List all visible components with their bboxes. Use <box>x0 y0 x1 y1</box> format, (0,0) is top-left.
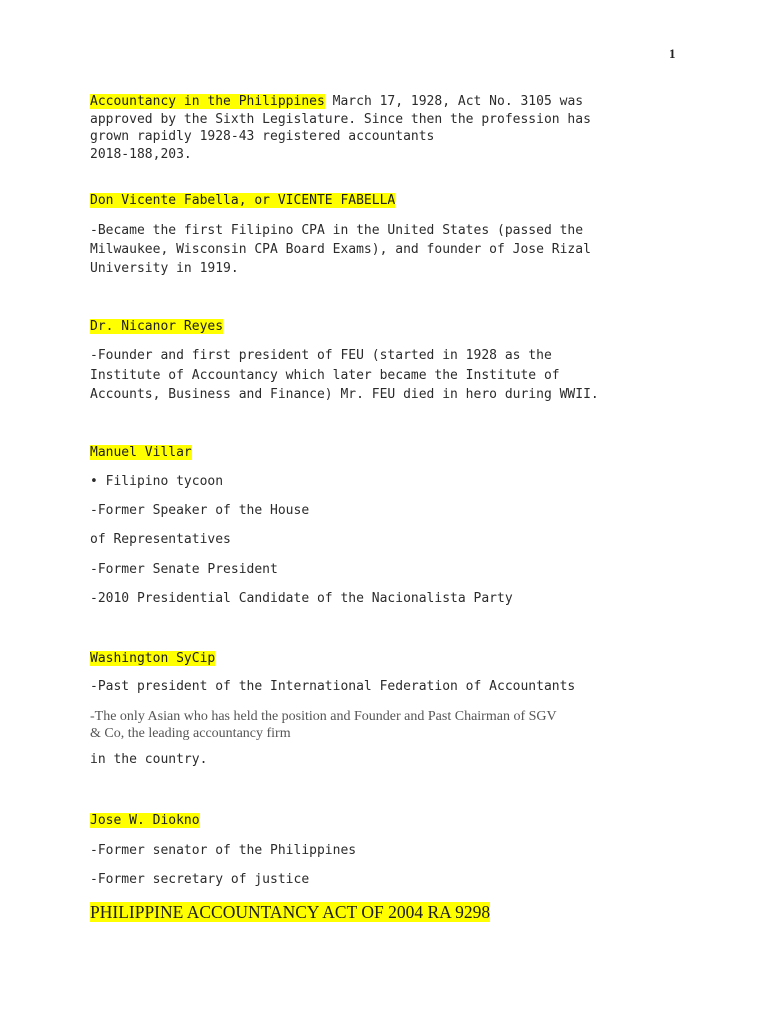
sycip-item-2-line-1: -The only Asian who has held the position and Founder and Past Chairman of SGV <box>90 709 557 724</box>
reyes-heading: Dr. Nicanor Reyes <box>90 319 224 334</box>
diokno-heading-row <box>90 812 200 830</box>
page-number: 1 <box>669 46 676 61</box>
act-heading: PHILIPPINE ACCOUNTANCY ACT OF 2004 RA 9298 <box>90 902 491 922</box>
intro-line-3: grown rapidly 1928-43 registered accountants <box>90 129 435 144</box>
reyes-line-2: Institute of Accountancy which later became the Institute of <box>90 368 560 383</box>
sycip-heading-row <box>90 650 215 668</box>
villar-item-2: -Former Speaker of the House <box>90 503 310 518</box>
reyes-line-1: -Founder and first president of FEU (started in 1928 as the <box>90 348 552 363</box>
intro-line-4: 2018-188,203. <box>90 147 192 162</box>
sycip-item-2-line-2: & Co, the leading accountancy firm <box>90 726 291 741</box>
diokno-heading: Jose W. Diokno <box>90 813 200 828</box>
villar-item-5: -2010 Presidential Candidate of the Nacionalista Party <box>90 591 513 606</box>
reyes-heading-row <box>90 318 223 336</box>
sycip-item-1: -Past president of the International Federation of Accountants <box>90 679 576 694</box>
diokno-item-1: -Former senator of the Philippines <box>90 843 357 858</box>
villar-heading: Manuel Villar <box>90 445 192 460</box>
sycip-item-3: in the country. <box>90 752 208 767</box>
fabella-line-3: University in 1919. <box>90 261 239 276</box>
intro-line1-rest: March 17, 1928, Act No. 3105 was <box>324 94 584 109</box>
villar-heading-row <box>90 444 192 462</box>
fabella-heading-row <box>90 192 395 210</box>
act-heading-row <box>90 901 490 923</box>
villar-item-4: -Former Senate President <box>90 562 278 577</box>
villar-item-1: • Filipino tycoon <box>90 474 224 489</box>
diokno-item-2: -Former secretary of justice <box>90 872 310 887</box>
villar-item-3: of Representatives <box>90 532 231 547</box>
fabella-line-1: -Became the first Filipino CPA in the United States (passed the <box>90 223 584 238</box>
reyes-line-3: Accounts, Business and Finance) Mr. FEU died in hero during WWII. <box>90 387 599 402</box>
fabella-line-2: Milwaukee, Wisconsin CPA Board Exams), and founder of Jose Rizal <box>90 242 591 257</box>
intro-heading: Accountancy in the Philippines <box>90 94 325 109</box>
intro-line-1 <box>90 93 583 111</box>
fabella-heading: Don Vicente Fabella, or VICENTE FABELLA <box>90 193 396 208</box>
intro-line-2: approved by the Sixth Legislature. Since then the profession has <box>90 112 591 127</box>
sycip-heading: Washington SyCip <box>90 651 216 666</box>
